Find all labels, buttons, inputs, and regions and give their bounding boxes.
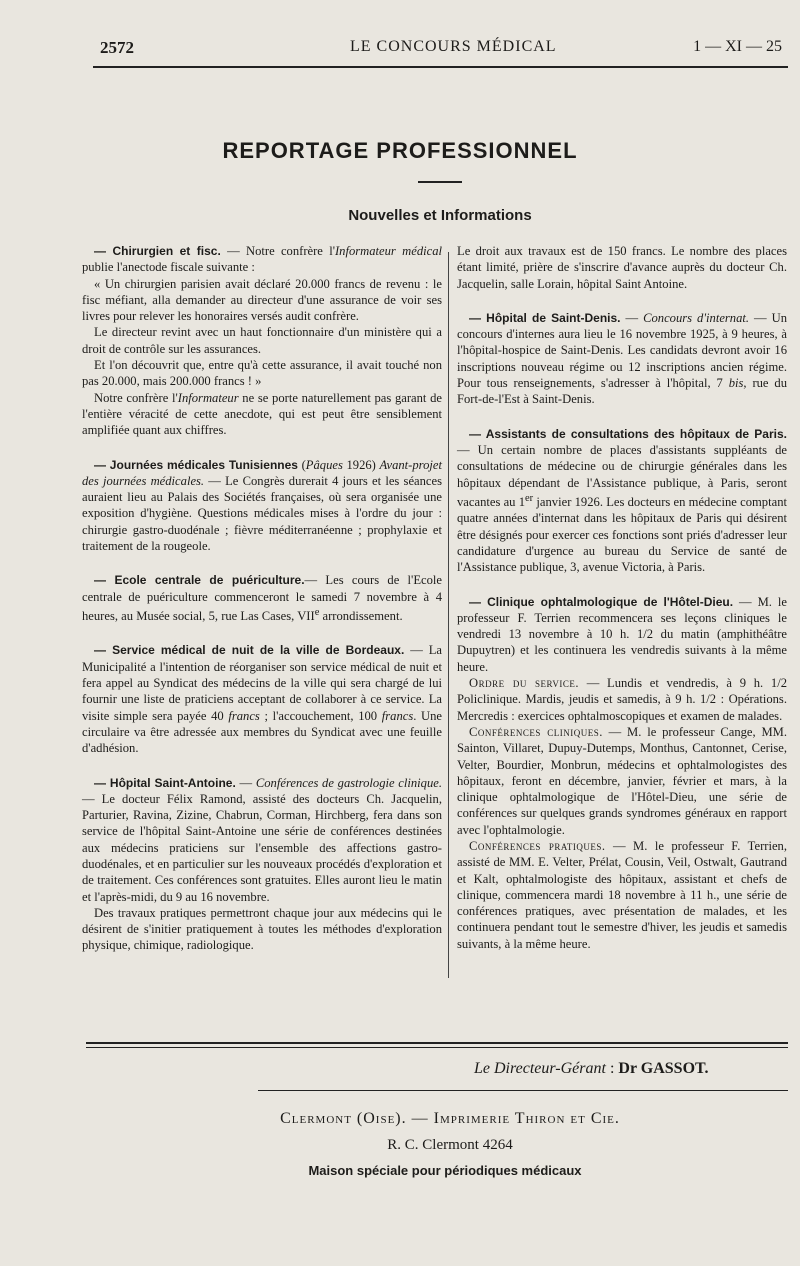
header-rule	[93, 66, 788, 68]
article-text: arrondissement.	[319, 609, 403, 624]
subsection-heading: Ordre du service.	[469, 676, 579, 691]
article-text: — Le docteur Félix Ramond, assisté des docteurs Ch. Jacquelin, Parturier, Ravina, Zizine, Chabrun, Corman, Hirchberg, fera dans son service de l'hôpital Saint-Antoine une série de conférences destinées aux médecins praticiens sur l'ensemble des affections gastro-duodénales, et en particulier sur les nouveaux procédés d'exploration et de traitement. Ces conférences sont gratuites. Elles auront lieu le matin et l'après-midi, du 9 au 16 novembre.	[82, 791, 442, 904]
article-hopital-saint-antoine	[82, 775, 442, 954]
article-text: — M. le professeur F. Terrien recommencera ses leçons cliniques le vendredi 13 novembre à 10 h. 1/2 du matin (amphithéâtre Dupuytren) et les continuera les vendredis suivants à la même heure.	[457, 594, 787, 674]
article-italic: francs	[381, 708, 414, 723]
article-text: , rue du Fort-de-l'Est à Saint-Denis.	[457, 376, 788, 407]
article-continuation	[457, 243, 787, 292]
article-text: Notre confrère l'	[94, 390, 178, 405]
article-paragraph: Des travaux pratiques permettront chaque jour aux médecins qui le désirent de s'initier pratiquement à toutes les méthodes d'exploration physique, chimique, radiologique.	[82, 905, 442, 953]
article-text: — Notre confrère l'	[220, 244, 335, 258]
article-text: — La Municipalité a l'intention de réorganiser son service médical de nuit et fera appel au Syndicat des médecins de la ville qui sera chargé de lui fournir une liste de praticiens acceptant de collaborer à ce service. La visite simple sera payée 40	[82, 643, 442, 723]
title-rule	[418, 181, 462, 183]
article-clinique-ophtalmologique	[457, 594, 787, 953]
right-column	[457, 243, 787, 966]
article-italic: Avant-projet des journées médicales.	[82, 457, 442, 488]
article-italic: Informateur	[177, 390, 239, 405]
article-assistants-consultations	[457, 426, 787, 576]
article-text: — Le Congrès durerait 4 jours et les séances auraient lieu au Palais des Sociétés françaises, où sera organisée une exposition d'hygiène. Questions médicales mises à l'ordre du jour : chirurgie gastro-duodénale ; fièvre méditerranéenne ; prophylaxie et traitement de la rougeole.	[82, 473, 442, 554]
article-text: — Lundis et vendredis, à 9 h. 1/2 Policlinique. Mardis, jeudis et samedis, à 9 h. 1/2 : Opérations. Mercredis : exercices ophtalmoscopiques et examen de malades.	[457, 676, 787, 723]
article-text: publie l'anectode fiscale suivante :	[82, 260, 255, 275]
article-text: ne se porte naturellement pas garant de l'entière véracité de cette anecdote, qui est peut être sensiblement amplifiée quant aux chiffres.	[82, 390, 442, 438]
article-paragraph: Et l'on découvrit que, entre qu'à cette assurance, il avait touché non pas 20.000, mais 200.000 francs ! »	[82, 358, 442, 389]
article-chirurgien-fisc	[82, 243, 442, 439]
article-heading: — Ecole centrale de puériculture.	[94, 573, 305, 588]
article-text: — Les cours de l'Ecole centrale de puériculture commenceront le samedi 7 novembre à 4 heures, au Musée social, 5, rue Las Cases, VII	[82, 573, 442, 624]
director-name: Dr GASSOT.	[618, 1060, 709, 1077]
article-text: —	[620, 310, 644, 325]
footer-rule-thick	[86, 1042, 788, 1044]
article-italic: Concours d'internat.	[643, 310, 750, 325]
article-italic: Informateur médical	[334, 244, 442, 258]
issue-date: 1 — XI — 25	[693, 38, 782, 55]
subsection-heading: Conférences pratiques.	[469, 838, 606, 853]
running-header	[100, 38, 790, 66]
subsection-heading: Conférences cliniques.	[469, 724, 603, 739]
registry-line: R. C. Clermont 4264	[387, 1137, 513, 1153]
article-text: (	[297, 457, 306, 472]
article-service-bordeaux	[82, 642, 442, 756]
article-italic: Conférences de gastrologie clinique.	[255, 775, 443, 790]
article-heading: — Hôpital Saint-Antoine.	[94, 775, 236, 790]
superscript: er	[525, 492, 534, 504]
article-heading: — Assistants de consultations des hôpitaux de Paris.	[469, 426, 787, 441]
article-text: 1926)	[342, 457, 380, 472]
article-italic: Pâques	[305, 457, 343, 472]
article-text: . Une circulaire va être adressée aux membres du Syndicat avec une feuille d'adhésion.	[82, 708, 443, 756]
left-column	[82, 243, 442, 968]
article-text: —	[235, 775, 256, 790]
article-heading: — Chirurgien et fisc.	[94, 244, 221, 258]
article-heading: — Service médical de nuit de la ville de Bordeaux.	[94, 643, 405, 658]
article-text: janvier 1926. Les docteurs en médecine comptant quatre années d'internat dans les hôpitaux de Paris qui désirent être désignés pour exercer ces fonctions sont priés d'adresser leur candidature d'urgence au bureau du Service de santé de l'Assistance publique, 3, avenue Victoria, à Paris.	[457, 495, 787, 575]
article-text: ; l'accouchement, 100	[259, 708, 382, 723]
director-separator: :	[605, 1060, 619, 1077]
article-paragraph: Le droit aux travaux est de 150 francs. Le nombre des places étant limité, prière de s'inscrire d'avance auprès du docteur Ch. Jacquelin, salle Lorain, hôpital Saint Antoine.	[457, 244, 787, 291]
director-label: Le Directeur-Gérant	[474, 1060, 606, 1077]
printer-line: Clermont (Oise). — Imprimerie Thiron et Cie.	[280, 1110, 620, 1127]
column-divider	[448, 252, 449, 978]
article-hopital-saint-denis	[457, 310, 787, 408]
article-heading: — Clinique ophtalmologique de l'Hôtel-Dieu.	[469, 594, 734, 609]
section-title: REPORTAGE PROFESSIONNEL	[222, 138, 578, 163]
footer-rule-thin	[86, 1047, 788, 1048]
director-line	[474, 1060, 709, 1078]
section-subtitle: Nouvelles et Informations	[348, 207, 532, 224]
page-number: 2572	[100, 38, 134, 57]
article-paragraph: « Un chirurgien parisien avait déclaré 20.000 francs de revenu : le fisc méfiant, alla demander au directeur d'une assurance de voir ses livres pour relever les honoraires versés audit confrère.	[82, 276, 442, 324]
article-text: — Un concours d'internes aura lieu le 16 novembre 1925, à 9 heures, à l'hôpital-hospice de Saint-Denis. Les candidats devront avoir 16 inscriptions nouveau régime ou 12 inscriptions ancien régime. Pour tous renseignements, s'adresser à l'hôpital, 7	[457, 310, 788, 391]
article-italic: francs	[228, 708, 260, 723]
journal-title: LE CONCOURS MÉDICAL	[350, 38, 557, 55]
article-journees-tunisiennes	[82, 457, 442, 555]
article-heading: — Hôpital de Saint-Denis.	[469, 310, 621, 325]
article-heading: — Journées médicales Tunisiennes	[94, 457, 298, 472]
article-italic: bis	[728, 376, 744, 391]
article-text: — Un certain nombre de places d'assistants suppléants de consultations de médecine ou de chirurgie générales dans les hôpitaux dépendant de l'Assistance publique, à Paris, seront vacantes au 1	[457, 442, 787, 510]
article-text: — M. le professeur F. Terrien, assisté de MM. E. Velter, Prélat, Cousin, Veil, Ostwalt, Gautrand et Kalt, ophtalmologiste des hôpitaux, assistant et chefs de clinique, commencera mardi 18 novembre à 11 h., une série de conférences pratiques, avec présentation de malades, et les continuera pendant tout le semestre d'hiver, les jeudis et samedis suivants, à la même heure.	[457, 838, 787, 951]
article-text: — M. le professeur Cange, MM. Sainton, Villaret, Dupuy-Dutemps, Monthus, Cantonnet, Cerise, Velter, Bourdier, Monbrun, médecins et ophtalmologistes des hôpitaux, feront en décembre, janvier, février et mars, à la clinique ophtalmologique de l'Hôtel-Dieu, une série de conférences sur quelques grands syndromes généraux en rapport avec l'ophtalmologie.	[457, 724, 787, 837]
maison-line: Maison spéciale pour périodiques médicaux	[308, 1163, 582, 1178]
article-ecole-puericulture	[82, 572, 442, 624]
article-paragraph: Le directeur revint avec un haut fonctionnaire d'un ministère qui a droit de contrôle sur les assurances.	[82, 325, 442, 356]
superscript: e	[314, 606, 320, 618]
footer-rule-short	[258, 1090, 788, 1091]
